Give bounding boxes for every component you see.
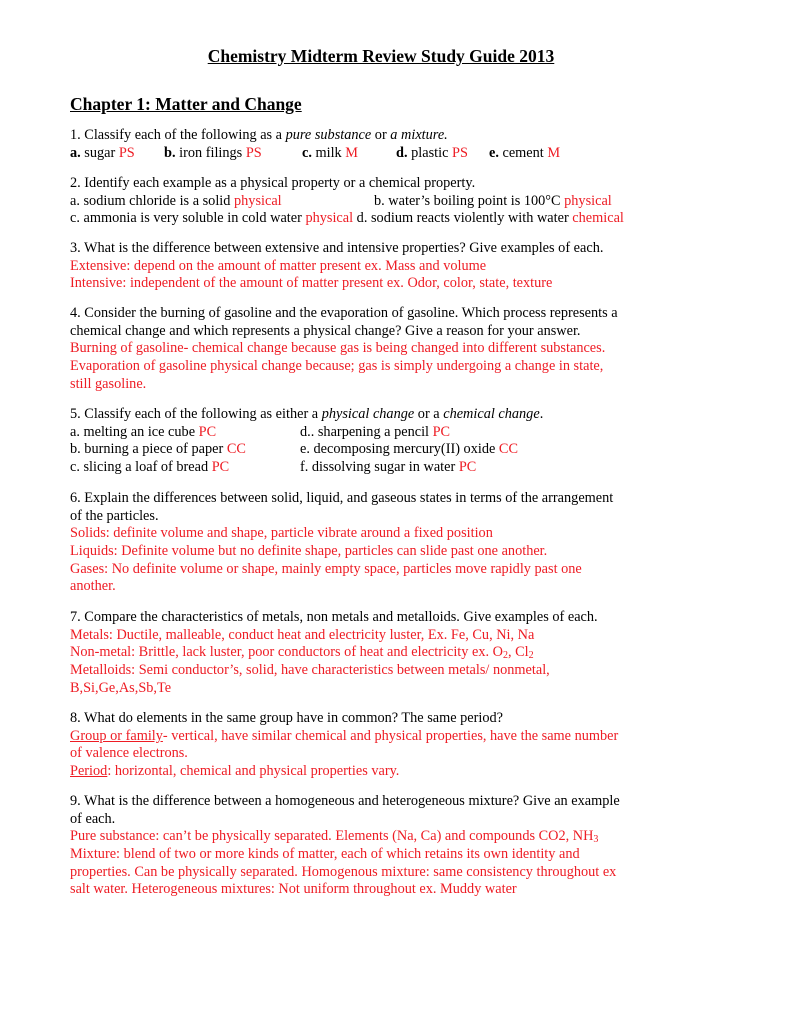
q1-item-b: b. iron filings PS bbox=[164, 144, 262, 161]
answer-line: Group or family- vertical, have similar chemical and physical properties, have the same number bbox=[70, 727, 619, 744]
q5-item-a: a. melting an ice cube PC bbox=[70, 423, 217, 440]
question-2 bbox=[70, 175, 710, 228]
question-3 bbox=[70, 240, 710, 293]
question-5-row-2 bbox=[70, 441, 710, 459]
question-7-prompt: 7. Compare the characteristics of metals, non metals and metalloids. Give examples of each. bbox=[70, 609, 598, 625]
answer: CC bbox=[226, 441, 246, 458]
question-6-prompt: of the particles. bbox=[70, 507, 159, 524]
document-title: Chemistry Midterm Review Study Guide 2013 bbox=[207, 46, 555, 66]
question-7 bbox=[70, 609, 710, 697]
question-4-prompt: 4. Consider the burning of gasoline and the evaporation of gasoline. Which process represents a bbox=[70, 305, 618, 321]
answer-line: Period: horizontal, chemical and physical properties vary. bbox=[70, 763, 400, 780]
question-1 bbox=[70, 127, 710, 162]
question-2-prompt: 2. Identify each example as a physical property or a chemical property. bbox=[70, 175, 476, 191]
question-9-prompt: of each. bbox=[70, 810, 116, 827]
answer: PC bbox=[211, 459, 230, 476]
question-5-prompt: 5. Classify each of the following as either a physical change or a chemical change. bbox=[70, 406, 544, 422]
question-5-row-3 bbox=[70, 459, 710, 477]
q1-item-d: d. plastic PS bbox=[396, 144, 468, 161]
question-4 bbox=[70, 305, 710, 393]
q5-item-d: d.. sharpening a pencil PC bbox=[300, 423, 451, 440]
answer-line: Metals: Ductile, malleable, conduct heat and electricity luster, Ex. Fe, Cu, Ni, Na bbox=[70, 626, 535, 643]
answer-line: Intensive: independent of the amount of matter present ex. Odor, color, state, texture bbox=[70, 275, 553, 292]
answer-line: Solids: definite volume and shape, particle vibrate around a fixed position bbox=[70, 525, 493, 542]
q1-item-e: e. cement M bbox=[489, 144, 561, 161]
answer-line: B,Si,Ge,As,Sb,Te bbox=[70, 679, 172, 696]
answer: CC bbox=[498, 441, 518, 458]
answer: physical bbox=[564, 192, 612, 209]
question-4-prompt: chemical change and which represents a physical change? Give a reason for your answer. bbox=[70, 322, 581, 339]
answer-line: Pure substance: can’t be physically separated. Elements (Na, Ca) and compounds CO2, $NH_3$ bbox=[70, 828, 599, 846]
question-6 bbox=[70, 490, 710, 596]
question-9 bbox=[70, 793, 710, 899]
question-9-prompt: 9. What is the difference between a homogeneous and heterogeneous mixture? Give an example bbox=[70, 793, 620, 809]
q5-item-f: f. dissolving sugar in water PC bbox=[300, 459, 477, 476]
q5-item-e: e. decomposing mercury(II) oxide CC bbox=[300, 441, 518, 458]
q2-item-b: b. water’s boiling point is 100°C physical bbox=[374, 192, 612, 209]
question-8-prompt: 8. What do elements in the same group have in common? The same period? bbox=[70, 710, 504, 726]
question-5-row-1 bbox=[70, 424, 710, 442]
q5-item-b: b. burning a piece of paper CC bbox=[70, 441, 246, 458]
answer-line: Metalloids: Semi conductor’s, solid, have characteristics between metals/ nonmetal, bbox=[70, 662, 550, 679]
answer-line: Evaporation of gasoline physical change because; gas is simply undergoing a change in state, bbox=[70, 358, 604, 375]
q1-item-c: c. milk M bbox=[302, 144, 359, 161]
answer-line: still gasoline. bbox=[70, 375, 147, 392]
answer-line: Burning of gasoline- chemical change because gas is being changed into different substances. bbox=[70, 340, 606, 357]
answer: M bbox=[547, 144, 561, 161]
answer-line: Extensive: depend on the amount of matter present ex. Mass and volume bbox=[70, 257, 487, 274]
answer: physical bbox=[234, 192, 282, 209]
answer-line: Liquids: Definite volume but no definite shape, particles can slide past one another. bbox=[70, 543, 548, 560]
answer: physical bbox=[305, 210, 354, 227]
answer: chemical bbox=[572, 210, 624, 227]
question-2-row-2: c. ammonia is very soluble in cold water physical d. sodium reacts violently with water chemical bbox=[70, 210, 624, 227]
answer: PS bbox=[118, 144, 135, 161]
question-1-items bbox=[70, 145, 710, 163]
q1-item-a: a. sugar PS bbox=[70, 144, 135, 161]
answer: M bbox=[345, 144, 359, 161]
question-1-prompt: 1. Classify each of the following as a pure substance or a mixture. bbox=[70, 127, 448, 143]
answer-line: another. bbox=[70, 578, 116, 595]
chapter-heading: Chapter 1: Matter and Change bbox=[70, 94, 302, 114]
question-8 bbox=[70, 710, 710, 781]
question-6-prompt: 6. Explain the differences between solid, liquid, and gaseous states in terms of the arrangement bbox=[70, 490, 614, 506]
answer: PC bbox=[198, 423, 217, 440]
answer-line: properties. Can be physically separated. Homogenous mixture: same consistency throughout ex bbox=[70, 863, 617, 880]
question-2-row-1 bbox=[70, 193, 710, 211]
answer-line: Gases: No definite volume or shape, mainly empty space, particles move rapidly past one bbox=[70, 560, 582, 577]
answer: PS bbox=[245, 144, 262, 161]
q5-item-c: c. slicing a loaf of bread PC bbox=[70, 459, 230, 476]
answer: PS bbox=[452, 144, 468, 161]
question-5 bbox=[70, 406, 710, 477]
answer-line: salt water. Heterogeneous mixtures: Not uniform throughout ex. Muddy water bbox=[70, 881, 517, 898]
question-3-prompt: 3. What is the difference between extensive and intensive properties? Give examples of each. bbox=[70, 240, 604, 256]
answer-line: Mixture: blend of two or more kinds of matter, each of which retains its own identity and bbox=[70, 846, 580, 863]
answer-line: of valence electrons. bbox=[70, 745, 188, 762]
answer: PC bbox=[432, 423, 451, 440]
q2-item-a: a. sodium chloride is a solid physical bbox=[70, 192, 282, 209]
answer-line: Non-metal: Brittle, lack luster, poor conductors of heat and electricity ex. $O_2$, $Cl_2$ bbox=[70, 644, 534, 662]
answer: PC bbox=[458, 459, 477, 476]
